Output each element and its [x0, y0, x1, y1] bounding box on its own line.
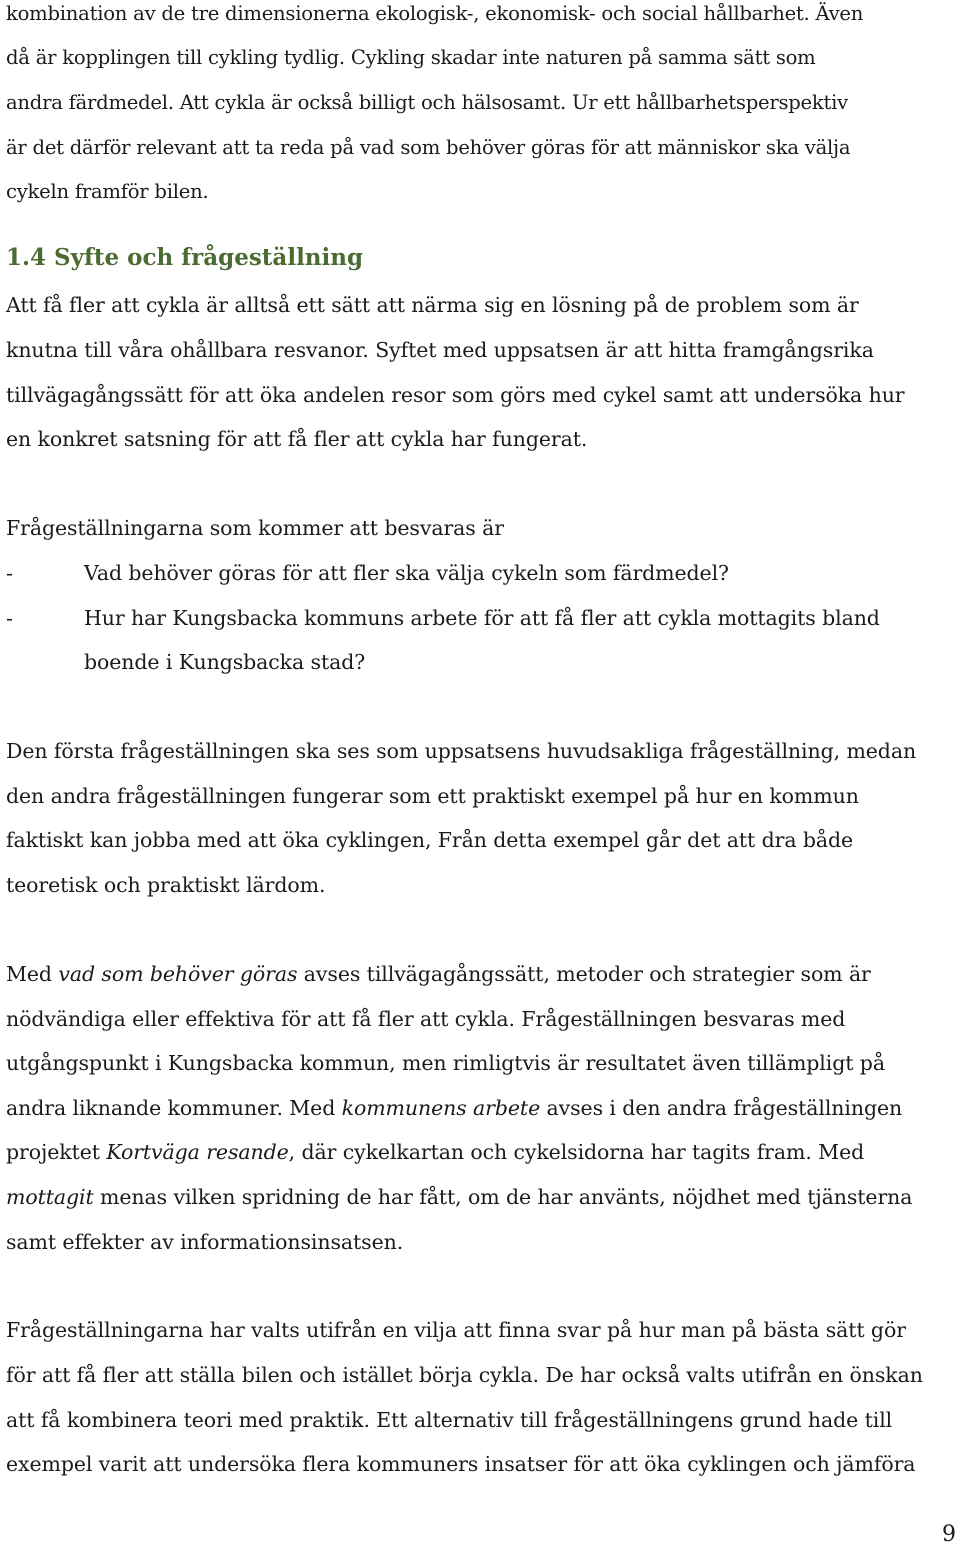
text-line: är det därför relevant att ta reda på vad som behöver göras för att människor ska välja [6, 136, 851, 159]
text-line: knutna till våra ohållbara resvanor. Syftet med uppsatsen är att hitta framgångsrika [6, 338, 874, 362]
text-line: en konkret satsning för att få fler att cykla har fungerat. [6, 427, 588, 451]
text-line: att få kombinera teori med praktik. Ett alternativ till frågeställningens grund hade till [6, 1408, 893, 1432]
italic-term: vad som behöver göras [58, 962, 298, 986]
text-line: andra liknande kommuner. Med kommunens arbete avses i den andra frågeställningen [6, 1096, 903, 1120]
text-line: mottagit menas vilken spridning de har fått, om de har använts, nöjdhet med tjänsterna [6, 1185, 913, 1209]
text-line: teoretisk och praktiskt lärdom. [6, 873, 326, 897]
text-line: Med vad som behöver göras avses tillvägagångssätt, metoder och strategier som är [6, 962, 871, 986]
dash-bullet: - [6, 561, 13, 585]
section-heading: 1.4 Syfte och frågeställning [6, 244, 364, 271]
italic-term: kommunens arbete [341, 1096, 541, 1120]
text-line: andra färdmedel. Att cykla är också billigt och hälsosamt. Ur ett hållbarhetsperspektiv [6, 91, 848, 114]
italic-term: Kortväga resande [106, 1140, 289, 1164]
text-line: samt effekter av informationsinsatsen. [6, 1230, 404, 1254]
text-line: utgångspunkt i Kungsbacka kommun, men rimligtvis är resultatet även tillämpligt på [6, 1051, 885, 1075]
text-line: Att få fler att cykla är alltså ett sätt att närma sig en lösning på de problem som är [6, 293, 859, 317]
question-text: Vad behöver göras för att fler ska välja cykeln som färdmedel? [84, 561, 729, 585]
text-line: Frågeställningarna har valts utifrån en vilja att finna svar på hur man på bästa sätt gör [6, 1318, 906, 1342]
text-line: den andra frågeställningen fungerar som ett praktiskt exempel på hur en kommun [6, 784, 859, 808]
text-line: Den första frågeställningen ska ses som uppsatsens huvudsakliga frågeställning, medan [6, 739, 917, 763]
text-line: tillvägagångssätt för att öka andelen resor som görs med cykel samt att undersöka hur [6, 383, 905, 407]
text-line: projektet Kortväga resande, där cykelkartan och cykelsidorna har tagits fram. Med [6, 1140, 865, 1164]
text-line: nödvändiga eller effektiva för att få fler att cykla. Frågeställningen besvaras med [6, 1007, 846, 1031]
dash-bullet: - [6, 606, 13, 630]
text-line: faktiskt kan jobba med att öka cyklingen, Från detta exempel går det att dra både [6, 828, 854, 852]
italic-term: mottagit [6, 1185, 94, 1209]
text-line: exempel varit att undersöka flera kommuners insatser för att öka cyklingen och jämföra [6, 1452, 916, 1476]
text-line: kombination av de tre dimensionerna ekologisk-, ekonomisk- och social hållbarhet. Även [6, 2, 864, 25]
page-number: 9 [942, 1522, 956, 1547]
question-text: Hur har Kungsbacka kommuns arbete för att få fler att cykla mottagits bland [84, 606, 880, 630]
text-line: för att få fler att ställa bilen och istället börja cykla. De har också valts utifrån en önskan [6, 1363, 923, 1387]
text-line: då är kopplingen till cykling tydlig. Cykling skadar inte naturen på samma sätt som [6, 46, 816, 69]
text-line: cykeln framför bilen. [6, 180, 209, 203]
questions-intro: Frågeställningarna som kommer att besvaras är [6, 516, 504, 540]
question-text: boende i Kungsbacka stad? [84, 650, 366, 674]
